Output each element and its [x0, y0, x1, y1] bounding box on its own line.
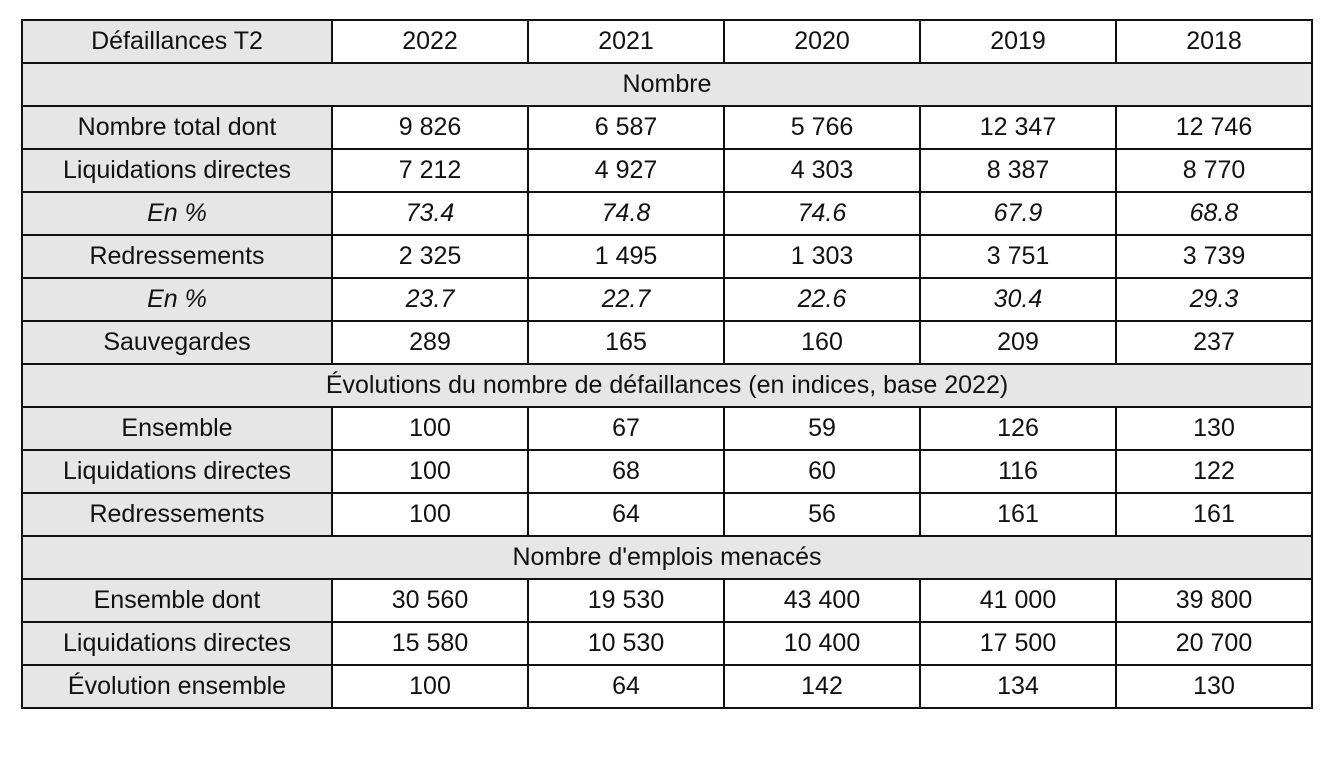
table-cell: 22.6	[724, 278, 920, 321]
table-cell: 20 700	[1116, 622, 1312, 665]
header-label: Défaillances T2	[22, 20, 332, 63]
row-label: Nombre total dont	[22, 106, 332, 149]
table-cell: 64	[528, 493, 724, 536]
table-cell: 19 530	[528, 579, 724, 622]
table-row	[22, 450, 1312, 493]
table-row	[22, 493, 1312, 536]
table-cell: 12 746	[1116, 106, 1312, 149]
table-cell: 126	[920, 407, 1116, 450]
table-cell: 68.8	[1116, 192, 1312, 235]
section-row	[22, 364, 1312, 407]
table-cell: 100	[332, 665, 528, 708]
row-label: Redressements	[22, 235, 332, 278]
row-label: Ensemble dont	[22, 579, 332, 622]
header-row	[22, 20, 1312, 63]
table-cell: 130	[1116, 407, 1312, 450]
header-year: 2018	[1116, 20, 1312, 63]
table-cell: 10 530	[528, 622, 724, 665]
table-row	[22, 622, 1312, 665]
table-cell: 59	[724, 407, 920, 450]
table-cell: 64	[528, 665, 724, 708]
table-cell: 43 400	[724, 579, 920, 622]
table-cell: 237	[1116, 321, 1312, 364]
table-cell: 29.3	[1116, 278, 1312, 321]
table-cell: 142	[724, 665, 920, 708]
row-label: Évolution ensemble	[22, 665, 332, 708]
row-label: En %	[22, 278, 332, 321]
table-row	[22, 192, 1312, 235]
table-cell: 100	[332, 493, 528, 536]
table-body	[22, 20, 1312, 708]
header-year: 2019	[920, 20, 1116, 63]
table-cell: 8 770	[1116, 149, 1312, 192]
table-cell: 12 347	[920, 106, 1116, 149]
table-cell: 15 580	[332, 622, 528, 665]
table-row	[22, 665, 1312, 708]
section-title: Nombre d'emplois menacés	[22, 536, 1312, 579]
table-cell: 22.7	[528, 278, 724, 321]
header-year: 2022	[332, 20, 528, 63]
row-label: Liquidations directes	[22, 450, 332, 493]
header-year: 2021	[528, 20, 724, 63]
table-cell: 100	[332, 450, 528, 493]
row-label: En %	[22, 192, 332, 235]
table-cell: 23.7	[332, 278, 528, 321]
table-cell: 68	[528, 450, 724, 493]
table-cell: 60	[724, 450, 920, 493]
table-cell: 1 495	[528, 235, 724, 278]
table-cell: 289	[332, 321, 528, 364]
table-cell: 4 927	[528, 149, 724, 192]
table-cell: 41 000	[920, 579, 1116, 622]
table-row	[22, 407, 1312, 450]
row-label: Ensemble	[22, 407, 332, 450]
section-title: Évolutions du nombre de défaillances (en indices, base 2022)	[22, 364, 1312, 407]
row-label: Liquidations directes	[22, 149, 332, 192]
table-cell: 30.4	[920, 278, 1116, 321]
table-cell: 74.6	[724, 192, 920, 235]
table-cell: 165	[528, 321, 724, 364]
table-cell: 7 212	[332, 149, 528, 192]
table-cell: 9 826	[332, 106, 528, 149]
table-cell: 30 560	[332, 579, 528, 622]
table-row	[22, 321, 1312, 364]
table-cell: 39 800	[1116, 579, 1312, 622]
table-row	[22, 149, 1312, 192]
table-cell: 6 587	[528, 106, 724, 149]
table-cell: 74.8	[528, 192, 724, 235]
table-cell: 73.4	[332, 192, 528, 235]
table-row	[22, 579, 1312, 622]
table-container	[21, 19, 1313, 709]
table-cell: 160	[724, 321, 920, 364]
table-cell: 2 325	[332, 235, 528, 278]
table-cell: 130	[1116, 665, 1312, 708]
table-cell: 56	[724, 493, 920, 536]
defaillances-table	[21, 19, 1313, 709]
table-row	[22, 235, 1312, 278]
table-cell: 67	[528, 407, 724, 450]
table-row	[22, 106, 1312, 149]
table-cell: 4 303	[724, 149, 920, 192]
table-cell: 209	[920, 321, 1116, 364]
table-cell: 116	[920, 450, 1116, 493]
table-cell: 17 500	[920, 622, 1116, 665]
table-cell: 100	[332, 407, 528, 450]
section-title: Nombre	[22, 63, 1312, 106]
table-cell: 122	[1116, 450, 1312, 493]
table-cell: 67.9	[920, 192, 1116, 235]
table-cell: 1 303	[724, 235, 920, 278]
row-label: Liquidations directes	[22, 622, 332, 665]
table-cell: 5 766	[724, 106, 920, 149]
table-cell: 3 751	[920, 235, 1116, 278]
table-cell: 161	[920, 493, 1116, 536]
table-cell: 3 739	[1116, 235, 1312, 278]
row-label: Redressements	[22, 493, 332, 536]
section-row	[22, 536, 1312, 579]
table-row	[22, 278, 1312, 321]
table-cell: 8 387	[920, 149, 1116, 192]
table-cell: 134	[920, 665, 1116, 708]
table-cell: 10 400	[724, 622, 920, 665]
table-cell: 161	[1116, 493, 1312, 536]
row-label: Sauvegardes	[22, 321, 332, 364]
header-year: 2020	[724, 20, 920, 63]
section-row	[22, 63, 1312, 106]
